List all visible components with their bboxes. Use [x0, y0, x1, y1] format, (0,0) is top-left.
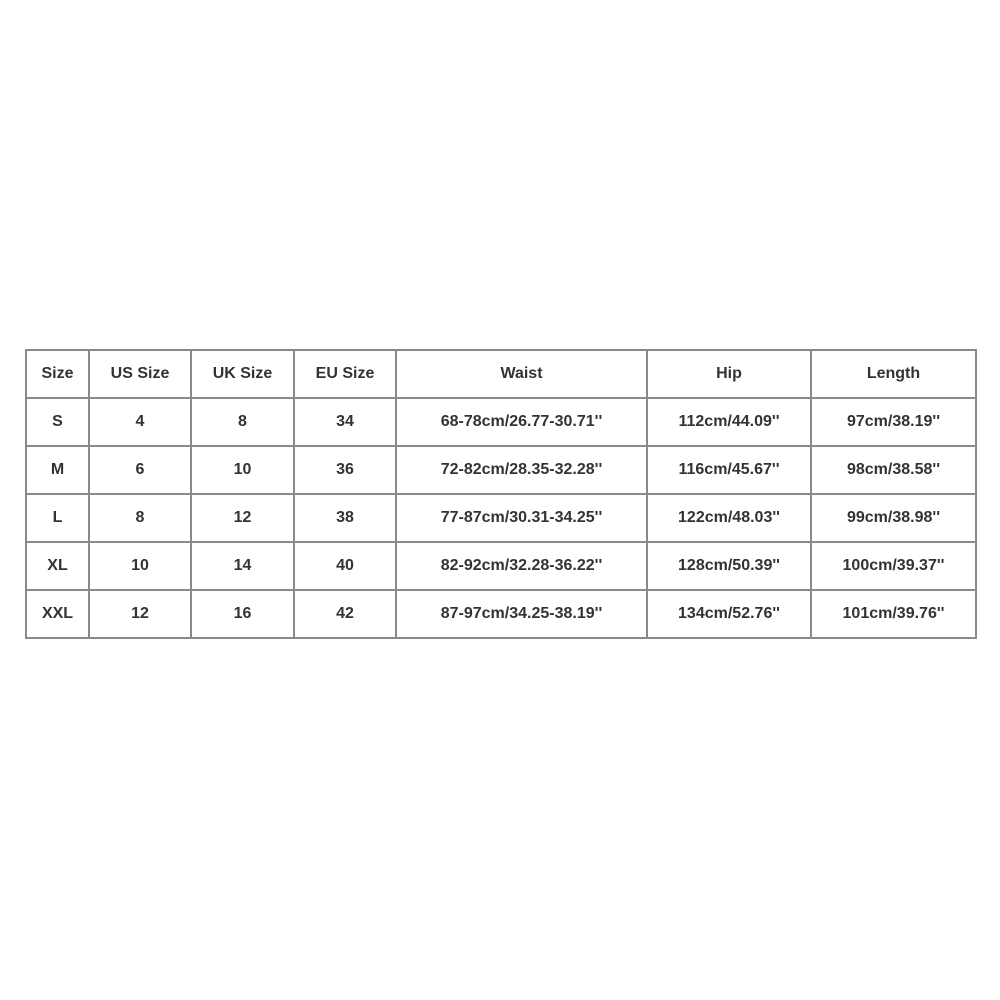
header-hip: Hip: [647, 350, 811, 398]
cell-us-size: 12: [89, 590, 191, 638]
cell-length: 100cm/39.37'': [811, 542, 976, 590]
cell-waist: 82-92cm/32.28-36.22'': [396, 542, 647, 590]
header-size: Size: [26, 350, 89, 398]
header-waist: Waist: [396, 350, 647, 398]
cell-length: 98cm/38.58'': [811, 446, 976, 494]
cell-eu-size: 42: [294, 590, 396, 638]
cell-us-size: 10: [89, 542, 191, 590]
cell-hip: 134cm/52.76'': [647, 590, 811, 638]
cell-waist: 77-87cm/30.31-34.25'': [396, 494, 647, 542]
header-eu-size: EU Size: [294, 350, 396, 398]
cell-us-size: 8: [89, 494, 191, 542]
cell-waist: 72-82cm/28.35-32.28'': [396, 446, 647, 494]
header-us-size: US Size: [89, 350, 191, 398]
table-row: [26, 494, 976, 542]
cell-eu-size: 38: [294, 494, 396, 542]
cell-uk-size: 16: [191, 590, 294, 638]
cell-hip: 116cm/45.67'': [647, 446, 811, 494]
cell-us-size: 4: [89, 398, 191, 446]
cell-length: 97cm/38.19'': [811, 398, 976, 446]
cell-hip: 112cm/44.09'': [647, 398, 811, 446]
cell-uk-size: 10: [191, 446, 294, 494]
cell-eu-size: 34: [294, 398, 396, 446]
table-row: [26, 542, 976, 590]
header-length: Length: [811, 350, 976, 398]
cell-size: XL: [26, 542, 89, 590]
cell-length: 99cm/38.98'': [811, 494, 976, 542]
cell-length: 101cm/39.76'': [811, 590, 976, 638]
cell-hip: 122cm/48.03'': [647, 494, 811, 542]
cell-uk-size: 8: [191, 398, 294, 446]
table-row: [26, 446, 976, 494]
cell-size: S: [26, 398, 89, 446]
table-row: [26, 590, 976, 638]
table-row: [26, 398, 976, 446]
cell-uk-size: 12: [191, 494, 294, 542]
cell-waist: 87-97cm/34.25-38.19'': [396, 590, 647, 638]
cell-eu-size: 36: [294, 446, 396, 494]
header-uk-size: UK Size: [191, 350, 294, 398]
cell-size: M: [26, 446, 89, 494]
header-row: [26, 350, 976, 398]
size-chart-table: [25, 349, 977, 639]
cell-size: XXL: [26, 590, 89, 638]
cell-eu-size: 40: [294, 542, 396, 590]
cell-us-size: 6: [89, 446, 191, 494]
cell-uk-size: 14: [191, 542, 294, 590]
cell-waist: 68-78cm/26.77-30.71'': [396, 398, 647, 446]
cell-hip: 128cm/50.39'': [647, 542, 811, 590]
cell-size: L: [26, 494, 89, 542]
